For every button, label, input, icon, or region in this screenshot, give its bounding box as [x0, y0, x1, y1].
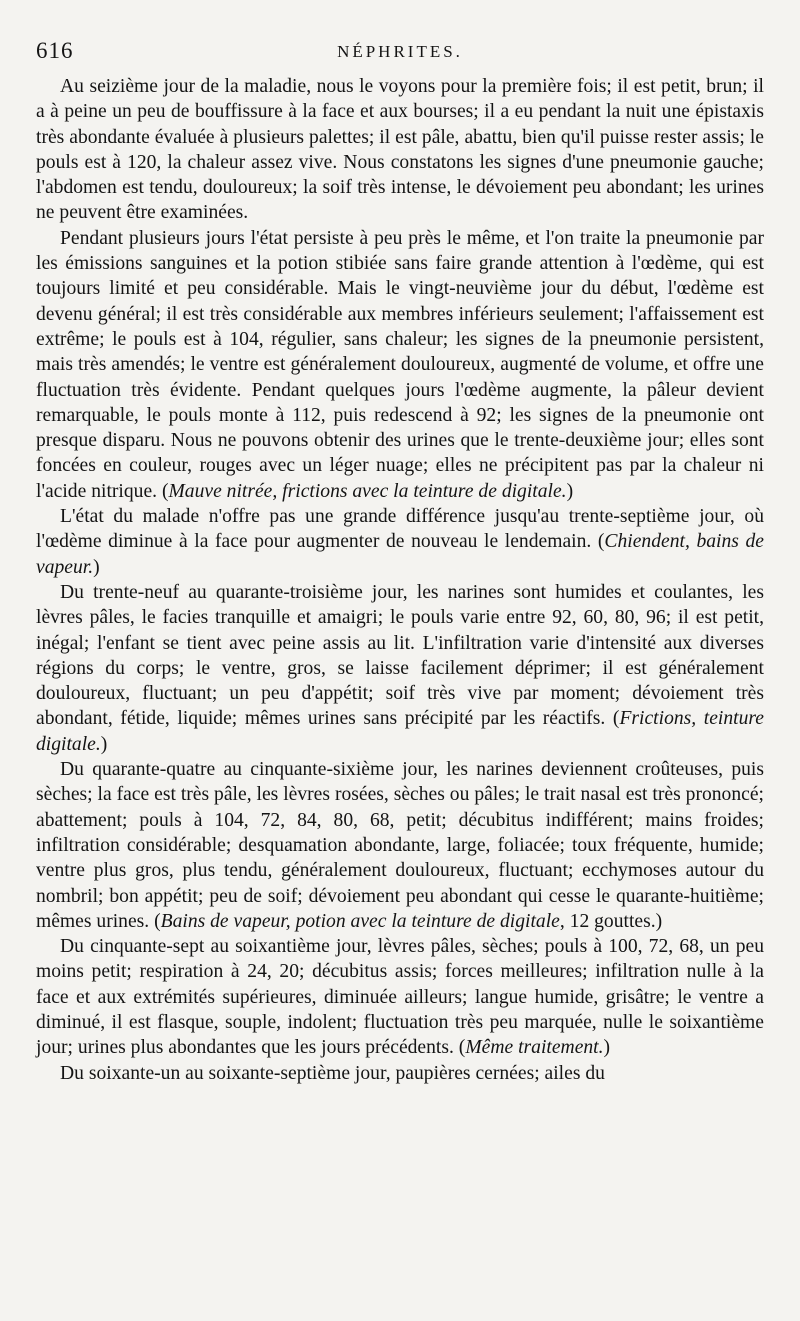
- paragraph: [36, 1061, 764, 1086]
- text-run: Du trente-neuf au quarante-troisième jour, les narines sont humides et coulantes, les lèvres pâles, le facies tranquille et amaigri; le pouls varie entre 92, 60, 80, 96; il est petit, inégal; l'enfant se tient avec peine assis au lit. L'infiltration varie d'intensité aux diverses régions du corps; le ventre, gros, se laisse facilement déprimer; il est généralement douloureux, fluctuant; un peu d'appétit; soif très vive par moment; dévoiement très abondant, fétide, liquide; mêmes urines sans précipité par les réactifs. (: [36, 581, 764, 730]
- paragraph: [36, 504, 764, 580]
- italic-text-run: Frictions, teinture digitale.: [36, 708, 764, 755]
- paragraph: [36, 757, 764, 934]
- running-title: NÉPHRITES.: [337, 42, 463, 61]
- paragraph: [36, 74, 764, 226]
- text-run: Du soixante-un au soixante-septième jour, paupières cernées; ailes du: [60, 1062, 605, 1084]
- italic-text-run: Chiendent, bains de vapeur.: [36, 531, 764, 578]
- text-run: Du cinquante-sept au soixantième jour, lèvres pâles, sèches; pouls à 100, 72, 68, un peu moins petit; respiration à 24, 20; décubitus assis; forces meilleures; infiltration nulle à la face et aux extrémités supérieures, diminuée ailleurs; langue humide, grisâtre; le ventre a diminué, il est flasque, souple, indolent; fluctuation très peu marquée, nulle le soixantième jour; urines plus abondantes que les jours précédents. (: [36, 936, 764, 1059]
- text-run: , 12 gouttes.): [559, 910, 663, 932]
- text-run: ): [93, 556, 100, 578]
- text-run: Au seizième jour de la maladie, nous le voyons pour la première fois; il est petit, brun; il a à peine un peu de bouffissure à la face et aux bourses; il a eu pendant la nuit une épistaxis très abondante évaluée à plusieurs palettes; il est pâle, abattu, bien qu'il puisse rester assis; le pouls est à 120, la chaleur assez vive. Nous constatons les signes d'une pneumonie gauche; l'abdomen est tendu, douloureux; la soif très intense, le dévoiement peu abondant; les urines ne peuvent être examinées.: [36, 76, 764, 224]
- text-run: L'état du malade n'offre pas une grande différence jusqu'au trente-septième jour, où l'œdème diminue à la face pour augmenter de nouveau le lendemain. (: [36, 506, 764, 553]
- paragraph: [36, 580, 764, 757]
- paragraph: [36, 226, 764, 504]
- text-run: Du quarante-quatre au cinquante-sixième jour, les narines deviennent croûteuses, puis sèches; la face est très pâle, les lèvres rosées, sèches ou pâles; le trait nasal est très prononcé; abattement; pouls à 104, 72, 84, 80, 68, petit; décubitus indifférent; mains froides; infiltration considérable; desquamation abondante, large, foliacée; toux fréquente, humide; ventre plus gros, plus tendu, généralement douloureux, fluctuant; ecchymoses autour du nombril; bon appétit; peu de soif; dévoiement peu abondant qui cesse le quarante-huitième; mêmes urines. (: [36, 759, 764, 932]
- paragraph: [36, 934, 764, 1060]
- italic-text-run: Bains de vapeur, potion avec la teinture de digitale: [160, 910, 560, 932]
- page-header: [36, 38, 764, 70]
- italic-text-run: Même traitement.: [465, 1037, 604, 1059]
- text-run: Pendant plusieurs jours l'état persiste à peu près le même, et l'on traite la pneumonie par les émissions sanguines et la potion stibiée sans faire grande attention à l'œdème, qui est toujours limité et peu considérable. Mais le vingt-neuvième jour du début, l'œdème est devenu général; il est très considérable aux membres inférieurs seulement; l'affaissement est extrême; le pouls est à 104, régulier, sans chaleur; les signes de la pneumonie persistent, mais très amendés; le ventre est généralement douloureux, augmenté de volume, et offre une fluctuation très évidente. Pendant quelques jours l'œdème augmente, la pâleur devient remarquable, le pouls monte à 112, puis redescend à 92; les signes de la pneumonie ont presque disparu. Nous ne pouvons obtenir des urines que le trente-deuxième jour; elles sont foncées en couleur, rouges avec un léger nuage; elles ne précipitent pas par la chaleur ni l'acide nitrique. (: [36, 227, 764, 502]
- text-run: ): [100, 733, 108, 755]
- text-run: ): [566, 480, 574, 502]
- text-run: ): [603, 1037, 611, 1059]
- italic-text-run: Mauve nitrée, frictions avec la teinture de digitale.: [168, 480, 567, 502]
- body-text: [36, 74, 764, 1086]
- page-number: 616: [36, 38, 74, 63]
